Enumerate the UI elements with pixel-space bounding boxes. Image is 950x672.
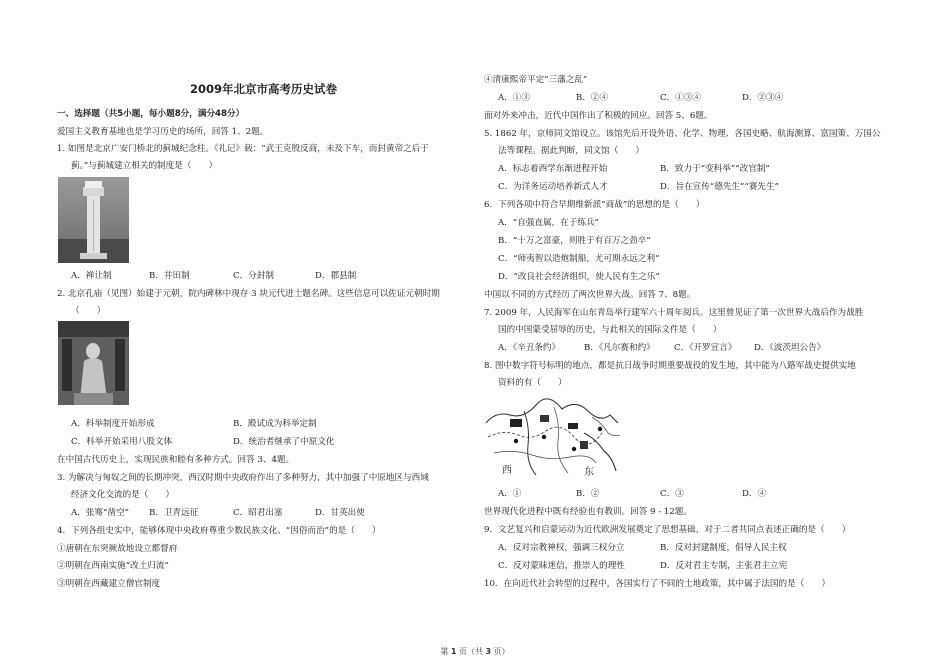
q1-stem-line1: 1. 如图是北京广安门桥北的蓟城纪念柱。《礼记》载：“武王克殷反商，未及下车，而封黄帝之后于 [57, 144, 429, 154]
q1-option-b: B．井田制 [149, 271, 190, 281]
footer-prefix: 第 [440, 647, 451, 656]
q2-stem-line1: 2. 北京孔庙（见图）始建于元朝，院内碑林中现存 3 块元代进士题名碑。这些信息可以佐证元朝时期 [57, 289, 440, 299]
footer-mid: 页（共 [456, 647, 486, 656]
q2-option-a: A．科举制度开始形成 [71, 419, 155, 429]
q6-option-a: A．“自强直属，在于练兵” [498, 218, 599, 228]
confucius-temple-photo [58, 321, 129, 405]
q4-item-3: ③明朝在西藏建立僧官制度 [57, 579, 161, 589]
q7-stem-line2: 国的中国蒙受屈辱的历史，与此相关的国际文件是（ ） [498, 325, 722, 335]
q8-option-d: D．④ [742, 489, 767, 499]
q5-option-a: A．标志着西学东渐进程开始 [498, 164, 608, 174]
q5-stem-line2: 法等课程。据此判断，同文馆（ ） [498, 146, 645, 156]
q2-option-d: D．统治者继承了中原文化 [233, 437, 335, 447]
intro-q3-4: 在中国古代历史上，实现民族和睦有多种方式。回答 3、4题。 [57, 455, 295, 465]
intro-q1-2: 爱国主义教育基地也是学习历史的场所，回答 1、2题。 [57, 127, 269, 137]
q2-stem-line2: （ ） [71, 306, 106, 316]
q7-option-d: D．《波茨坦公告》 [754, 343, 826, 353]
q1-stem-line2: 蓟。”与蓟城建立相关的制度是（ ） [71, 161, 218, 171]
q2-option-c: C．科举开始采用八股文体 [71, 437, 173, 447]
q9-stem: 9．文艺复兴和启蒙运动为近代欧洲发展奠定了思想基础，对于二者共同点表述正确的是（ ） [484, 525, 851, 535]
q9-option-b: B．反对封建制度，倡导人民主权 [660, 543, 787, 553]
q9-option-d: D．反对君主专制，主张君主立宪 [660, 561, 788, 571]
q3-option-d: D．甘英出使 [315, 508, 365, 518]
footer-total-pages: 3 [485, 647, 492, 656]
q4-item-2: ②明朝在西南实施“改土归流” [57, 561, 169, 571]
q1-option-c: C．分封制 [233, 271, 274, 281]
q4-option-c: C．①③④ [660, 93, 701, 103]
q5-stem-line1: 5. 1862 年，京师同文馆设立。该馆先后开设外语、化学、物理、各国史略、航海测算、富国策、万国公 [484, 129, 881, 139]
q5-option-b: B．致力于“变科举”“改官制” [660, 164, 770, 174]
q5-option-c: C．为洋务运动培养新式人才 [498, 182, 608, 192]
q3-option-b: B．卫青远征 [149, 508, 199, 518]
q2-option-b: B．殿试成为科举定制 [233, 419, 317, 429]
q3-stem-line2: 经济文化交流的是（ ） [71, 490, 175, 500]
intro-q9-12: 世界现代化进程中既有经验也有教训。回答 9 - 12题。 [484, 507, 692, 517]
page-title: 2009年北京市高考历史试卷 [190, 82, 338, 96]
footer-page-number: 1 [450, 647, 457, 656]
q1-option-d: D．郡县制 [315, 271, 357, 281]
q7-option-b: B．《凡尔赛和约》 [584, 343, 655, 353]
q5-option-d: D．旨在宣传“德先生”“赛先生” [660, 182, 779, 192]
battle-sites-map [484, 393, 622, 479]
q4-option-b: B．②④ [576, 93, 609, 103]
q4-item-1: ①唐朝在东突厥故地设立都督府 [57, 544, 178, 554]
q7-option-a: A．《辛丑条约》 [498, 343, 561, 353]
intro-q5-6: 面对外来冲击，近代中国作出了积极的回应。回答 5、6题。 [484, 111, 713, 121]
q8-option-c: C．③ [660, 489, 684, 499]
q7-option-c: C．《开罗宣言》 [674, 343, 737, 353]
q1-option-a: A．禅让制 [71, 271, 112, 281]
q6-option-c: C．“师夷智以造炮制船，尤可期永远之利” [498, 254, 660, 264]
q8-stem-line1: 8. 图中数字符号标明的地点，都是抗日战争时期重要战役的发生地，其中能为八路军战史提供实地 [484, 361, 856, 371]
footer-suffix: 页） [491, 647, 510, 656]
q6-option-b: B．“十万之富豪，则胜于有百万之劲卒” [498, 236, 651, 246]
q4-item-4: ④清康熙帝平定“三藩之乱” [484, 75, 588, 85]
q7-stem-line1: 7. 2009 年，人民海军在山东青岛举行建军六十周年阅兵。这里曾见证了第一次世界大战后作为战胜 [484, 308, 864, 318]
q9-option-a: A．反对宗教神权，强调三权分立 [498, 543, 625, 553]
jicheng-pillar-photo [58, 177, 129, 263]
q3-stem-line1: 3. 为解决与匈奴之间的长期冲突，西汉时期中央政府作出了多种努力，其中加强了中原地区与西域 [57, 473, 429, 483]
q4-option-d: D．②③④ [742, 93, 784, 103]
q6-stem: 6．下列各项中符合早期维新派“商战”的思想的是（ ） [484, 200, 705, 210]
map-label-west: 西 [502, 465, 512, 476]
q8-option-a: A．① [498, 489, 522, 499]
q8-option-b: B．② [576, 489, 600, 499]
section-heading: 一、选择题（共5小题，每小题8分，满分48分） [57, 109, 245, 119]
q10-stem: 10．在向近代社会转型的过程中，各国实行了不同的土地政策，其中属于法国的是（ ） [484, 579, 831, 589]
q3-option-c: C．昭君出塞 [233, 508, 283, 518]
q8-stem-line2: 资料的有（ ） [498, 378, 567, 388]
q6-option-d: D．“改良社会经济组织，使人民有生之乐” [498, 272, 660, 282]
q4-option-a: A．①③ [498, 93, 530, 103]
q9-option-c: C．反对蒙昧迷信，推崇人的理性 [498, 561, 625, 571]
q3-option-a: A．张骞“凿空” [71, 508, 129, 518]
q4-stem: 4．下列各组史实中，能够体现中央政府尊重少数民族文化、“因俗而治”的是（ ） [57, 526, 381, 536]
map-label-east: 东 [584, 467, 594, 478]
page-footer [0, 646, 950, 657]
intro-q7-8: 中国以不同的方式经历了两次世界大战。回答 7、8题。 [484, 290, 696, 300]
